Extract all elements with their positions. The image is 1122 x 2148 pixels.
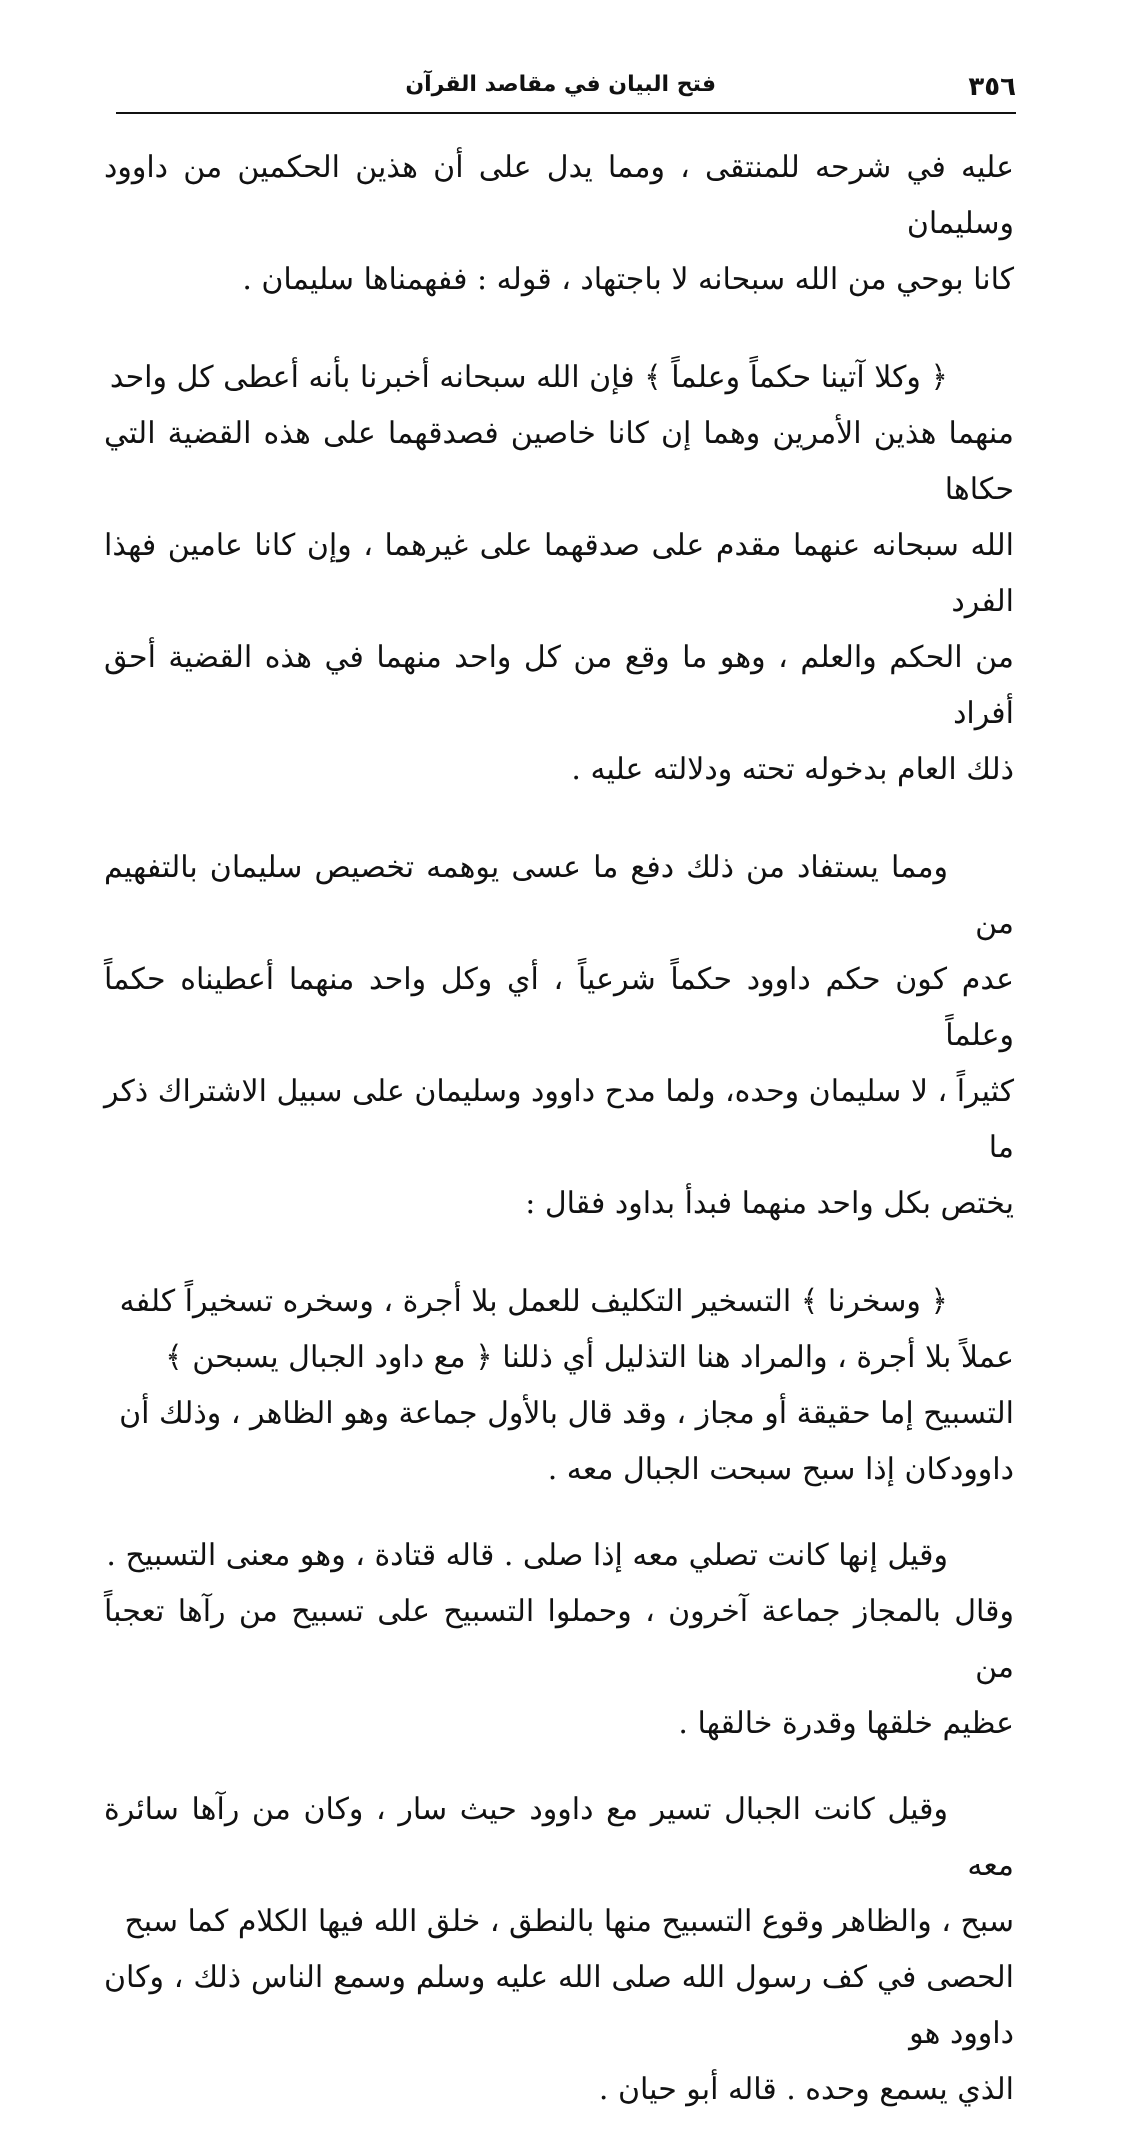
paragraph: وقيل كانت الجبال تسير مع داوود حيث سار ، وكان من رآها سائرة معه سبح ، والظاهر وقوع التسبيح منها بالنطق ، خلق الله فيها الكلام كما سبح الحصى في كف رسول الله صلى الله عليه وسلم وسمع الناس ذلك ، وكان داوود هو الذي يسمع وحده . قاله أبو حيان . [104,1792,1014,2107]
body-text [104,140,1014,2148]
running-title: فتح البيان في مقاصد القرآن [405,72,716,97]
header-divider [116,112,1016,114]
paragraph: ﴿ وكلا آتينا حكماً وعلماً ﴾ فإن الله سبحانه أخبرنا بأنه أعطى كل واحد منهما هذين الأمرين وهما إن كانا خاصين فصدقهما على هذه القضية التي حكاها الله سبحانه عنهما مقدم على صدقهما على غيرهما ، وإن كانا عامين فهذا الفرد من الحكم والعلم ، وهو ما وقع من كل واحد منهما في هذه القضية أحق أفراد ذلك العام بدخوله تحته ودلالته عليه . [104,360,1014,787]
page-header [118,66,1016,106]
paragraph: ومما يستفاد من ذلك دفع ما عسى يوهمه تخصيص سليمان بالتفهيم من عدم كون حكم داوود حكماً شرعياً ، أي وكل واحد منهما أعطيناه حكماً وعلماً كثيراً ، لا سليمان وحده، ولما مدح داوود وسليمان على سبيل الاشتراك ذكر ما يختص بكل واحد منهما فبدأ بداود فقال : [103,850,1014,1221]
paragraph: عليه في شرحه للمنتقى ، ومما يدل على أن هذين الحكمين من داوود وسليمان كانا بوحي من الله سبحانه لا باجتهاد ، قوله : ففهمناها سليمان . [104,150,1014,297]
paragraph: ﴿ وسخرنا ﴾ التسخير التكليف للعمل بلا أجرة ، وسخره تسخيراً كلفه عملاً بلا أجرة ، والمراد هنا التذليل أي ذللنا ﴿ مع داود الجبال يسبحن ﴾ التسبيح إما حقيقة أو مجاز ، وقد قال بالأول جماعة وهو الظاهر ، وذلك أن داوودكان إذا سبح سبحت الجبال معه . [119,1284,1014,1487]
paragraph: وقيل إنها كانت تصلي معه إذا صلى . قاله قتادة ، وهو معنى التسبيح . وقال بالمجاز جماعة آخرون ، وحملوا التسبيح على تسبيح من رآها تعجباً من عظيم خلقها وقدرة خالقها . [104,1538,1014,1741]
page-number: ٣٥٦ [968,72,1016,102]
